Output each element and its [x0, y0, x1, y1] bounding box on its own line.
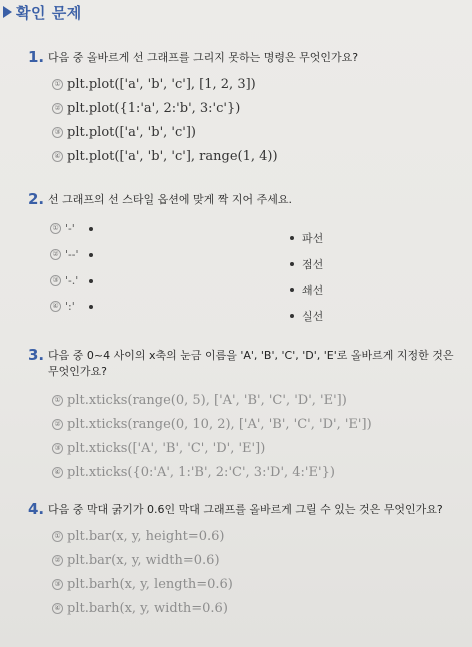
option-1[interactable] — [52, 524, 466, 548]
line-style-name: 실선 — [302, 310, 324, 323]
option-marker: ③ — [52, 127, 63, 138]
option-marker: ② — [52, 103, 63, 114]
option-text: plt.plot(['a', 'b', 'c'], [1, 2, 3]) — [67, 76, 256, 92]
option-1[interactable] — [52, 388, 466, 412]
question-text: 선 그래프의 선 스타일 옵션에 맞게 짝 지어 주세요. — [48, 193, 292, 206]
match-right-item-4[interactable] — [290, 308, 323, 324]
option-marker: ① — [52, 531, 63, 542]
question-number: 2. — [28, 190, 45, 208]
option-text: plt.bar(x, y, width=0.6) — [67, 552, 220, 568]
match-left-item-4[interactable] — [50, 300, 93, 313]
match-left-item-1[interactable] — [50, 222, 93, 235]
option-marker: ② — [52, 419, 63, 430]
option-marker: ① — [50, 223, 61, 234]
line-style-name: 쇄선 — [302, 284, 324, 297]
option-text: plt.barh(x, y, length=0.6) — [67, 576, 233, 592]
option-text: plt.xticks({0:'A', 1:'B', 2:'C', 3:'D', 4:'E'}) — [67, 464, 335, 480]
line-style-name: 점선 — [302, 258, 324, 271]
option-list — [52, 72, 466, 168]
option-list — [52, 524, 466, 620]
option-marker: ① — [52, 79, 63, 90]
option-text: plt.plot(['a', 'b', 'c']) — [67, 124, 196, 140]
option-2[interactable] — [52, 548, 466, 572]
option-text: plt.xticks(range(0, 5), ['A', 'B', 'C', 'D', 'E']) — [67, 392, 347, 408]
option-4[interactable] — [52, 460, 466, 484]
match-right-item-3[interactable] — [290, 282, 323, 298]
question-number: 3. — [28, 346, 45, 364]
option-marker: ② — [52, 555, 63, 566]
option-text: plt.xticks(range(0, 10, 2), ['A', 'B', 'C', 'D', 'E']) — [67, 416, 372, 432]
option-2[interactable] — [52, 412, 466, 436]
question-4 — [28, 500, 466, 620]
option-marker: ③ — [52, 579, 63, 590]
option-text: plt.xticks(['A', 'B', 'C', 'D', 'E']) — [67, 440, 266, 456]
section-header — [0, 0, 82, 24]
line-style-code: '-.' — [65, 274, 79, 287]
question-2 — [28, 190, 466, 208]
line-style-code: ':' — [65, 300, 75, 313]
option-2[interactable] — [52, 96, 466, 120]
match-dot — [89, 305, 93, 309]
option-marker: ① — [52, 395, 63, 406]
match-dot — [290, 288, 294, 292]
match-dot — [89, 227, 93, 231]
matching-area — [50, 222, 340, 342]
option-text: plt.plot(['a', 'b', 'c'], range(1, 4)) — [67, 148, 278, 164]
section-title: 확인 문제 — [16, 3, 82, 22]
match-dot — [290, 236, 294, 240]
question-number: 4. — [28, 500, 45, 518]
match-left-item-2[interactable] — [50, 248, 93, 261]
triangle-bullet-icon — [3, 6, 12, 18]
option-3[interactable] — [52, 120, 466, 144]
option-text: plt.plot({1:'a', 2:'b', 3:'c'}) — [67, 100, 241, 116]
match-left-item-3[interactable] — [50, 274, 93, 287]
option-marker: ② — [50, 249, 61, 260]
match-right-item-2[interactable] — [290, 256, 323, 272]
match-right-item-1[interactable] — [290, 230, 323, 246]
line-style-code: '--' — [65, 248, 79, 261]
option-3[interactable] — [52, 572, 466, 596]
match-dot — [290, 314, 294, 318]
option-3[interactable] — [52, 436, 466, 460]
option-marker: ④ — [52, 467, 63, 478]
option-marker: ④ — [52, 151, 63, 162]
question-text: 다음 중 막대 굵기가 0.6인 막대 그래프를 올바르게 그릴 수 있는 것은 무엇인가요? — [48, 503, 443, 516]
match-dot — [89, 279, 93, 283]
question-1 — [28, 48, 466, 168]
line-style-code: '-' — [65, 222, 75, 235]
option-marker: ③ — [52, 443, 63, 454]
option-4[interactable] — [52, 596, 466, 620]
question-3 — [28, 346, 466, 484]
question-number: 1. — [28, 48, 45, 66]
option-list — [52, 388, 466, 484]
option-text: plt.bar(x, y, height=0.6) — [67, 528, 225, 544]
question-text: 다음 중 0~4 사이의 x축의 눈금 이름을 'A', 'B', 'C', 'D', 'E'로 올바르게 지정한 것은 무엇인가요? — [48, 349, 454, 378]
option-text: plt.barh(x, y, width=0.6) — [67, 600, 228, 616]
line-style-name: 파선 — [302, 232, 324, 245]
option-marker: ④ — [50, 301, 61, 312]
match-dot — [290, 262, 294, 266]
option-4[interactable] — [52, 144, 466, 168]
match-dot — [89, 253, 93, 257]
option-marker: ③ — [50, 275, 61, 286]
question-text: 다음 중 올바르게 선 그래프를 그리지 못하는 명령은 무엇인가요? — [48, 51, 359, 64]
option-marker: ④ — [52, 603, 63, 614]
option-1[interactable] — [52, 72, 466, 96]
